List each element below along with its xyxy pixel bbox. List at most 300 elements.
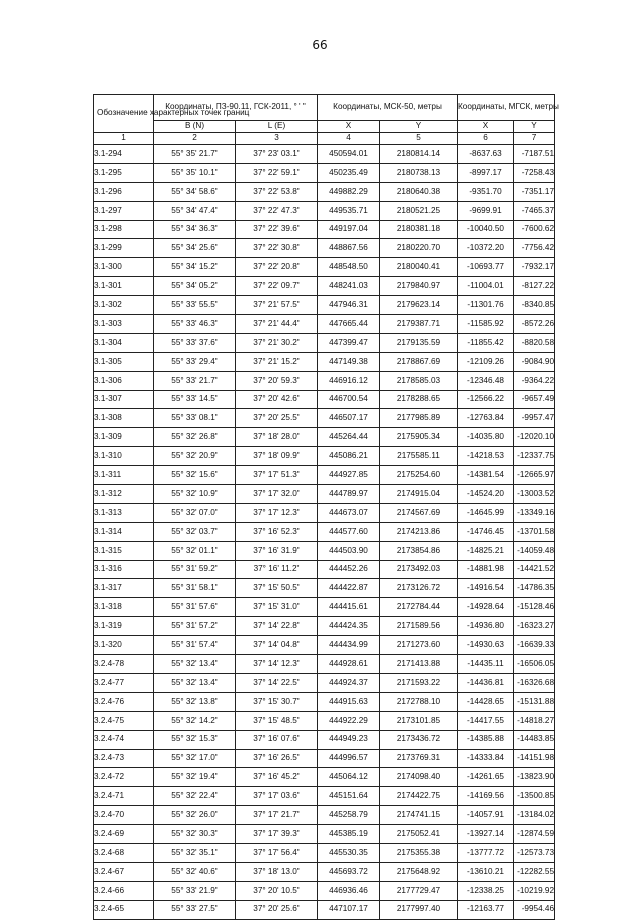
point-id-cell: 3.1-318: [94, 598, 154, 617]
longitude-cell: 37° 18' 13.0": [236, 862, 318, 881]
point-id-cell: 3.1-313: [94, 503, 154, 522]
latitude-cell: 55° 33' 46.3": [154, 315, 236, 334]
mgsk-y-cell: -9954.46: [514, 900, 555, 919]
msk-y-cell: 2179623.14: [380, 296, 458, 315]
msk-y-cell: 2179135.59: [380, 333, 458, 352]
table-header: [94, 95, 559, 145]
mgsk-x-cell: -11301.76: [458, 296, 514, 315]
table-row: [94, 145, 555, 164]
mgsk-x-cell: -9351.70: [458, 182, 514, 201]
msk-y-cell: 2175648.92: [380, 862, 458, 881]
table-row: [94, 428, 555, 447]
mgsk-y-cell: -16323.27: [514, 617, 555, 636]
mgsk-x-cell: -14417.55: [458, 711, 514, 730]
mgsk-x-cell: -14930.63: [458, 636, 514, 655]
table-row: [94, 258, 555, 277]
table-row: [94, 749, 555, 768]
longitude-cell: 37° 22' 30.8": [236, 239, 318, 258]
longitude-cell: 37° 16' 26.5": [236, 749, 318, 768]
msk-x-cell: 444577.60: [318, 522, 380, 541]
msk-x-cell: 450235.49: [318, 163, 380, 182]
table-row: [94, 220, 555, 239]
mgsk-x-cell: -12163.77: [458, 900, 514, 919]
table-row: [94, 239, 555, 258]
msk-x-cell: 448241.03: [318, 277, 380, 296]
latitude-cell: 55° 34' 58.6": [154, 182, 236, 201]
longitude-cell: 37° 22' 09.7": [236, 277, 318, 296]
mgsk-x-cell: -8637.63: [458, 145, 514, 164]
mgsk-x-cell: -14381.54: [458, 466, 514, 485]
longitude-cell: 37° 14' 12.3": [236, 655, 318, 674]
mgsk-x-cell: -14035.80: [458, 428, 514, 447]
mgsk-y-cell: -13003.52: [514, 485, 555, 504]
table-row: [94, 787, 555, 806]
table-row: [94, 900, 555, 919]
mgsk-x-cell: -14825.21: [458, 541, 514, 560]
msk-x-cell: 447946.31: [318, 296, 380, 315]
latitude-cell: 55° 31' 57.2": [154, 617, 236, 636]
latitude-cell: 55° 32' 10.9": [154, 485, 236, 504]
mgsk-y-cell: -13701.58: [514, 522, 555, 541]
mgsk-x-cell: -14746.45: [458, 522, 514, 541]
msk-x-cell: 445086.21: [318, 447, 380, 466]
mgsk-y-cell: -13184.02: [514, 806, 555, 825]
header-l-e: L (E): [236, 121, 318, 133]
mgsk-y-cell: -7258.43: [514, 163, 555, 182]
table-row: [94, 541, 555, 560]
longitude-cell: 37° 17' 39.3": [236, 825, 318, 844]
longitude-cell: 37° 17' 51.3": [236, 466, 318, 485]
mgsk-x-cell: -9699.91: [458, 201, 514, 220]
latitude-cell: 55° 32' 20.9": [154, 447, 236, 466]
point-id-cell: 3.2.4-67: [94, 862, 154, 881]
point-id-cell: 3.1-314: [94, 522, 154, 541]
msk-x-cell: 444452.26: [318, 560, 380, 579]
table-row: [94, 409, 555, 428]
latitude-cell: 55° 33' 21.7": [154, 371, 236, 390]
msk-x-cell: 446700.54: [318, 390, 380, 409]
point-id-cell: 3.1-302: [94, 296, 154, 315]
mgsk-y-cell: -16639.33: [514, 636, 555, 655]
mgsk-y-cell: -15128.46: [514, 598, 555, 617]
point-id-cell: 3.1-312: [94, 485, 154, 504]
table-row: [94, 485, 555, 504]
msk-y-cell: 2175052.41: [380, 825, 458, 844]
mgsk-x-cell: -10372.20: [458, 239, 514, 258]
point-id-cell: 3.1-297: [94, 201, 154, 220]
longitude-cell: 37° 15' 31.0": [236, 598, 318, 617]
header-geo-coordinates: Координаты, ПЗ-90.11, ГСК-2011, ° ' ": [154, 95, 318, 121]
table-row: [94, 825, 555, 844]
table-row: [94, 296, 555, 315]
longitude-cell: 37° 15' 50.5": [236, 579, 318, 598]
point-id-cell: 3.2.4-68: [94, 843, 154, 862]
latitude-cell: 55° 32' 13.4": [154, 655, 236, 674]
latitude-cell: 55° 32' 07.0": [154, 503, 236, 522]
latitude-cell: 55° 32' 13.8": [154, 692, 236, 711]
msk-x-cell: 444924.37: [318, 673, 380, 692]
mgsk-x-cell: -14169.56: [458, 787, 514, 806]
latitude-cell: 55° 32' 15.6": [154, 466, 236, 485]
msk-x-cell: 444422.87: [318, 579, 380, 598]
msk-x-cell: 444922.29: [318, 711, 380, 730]
latitude-cell: 55° 32' 17.0": [154, 749, 236, 768]
mgsk-x-cell: -14385.88: [458, 730, 514, 749]
msk-x-cell: 444915.63: [318, 692, 380, 711]
msk-x-cell: 445258.79: [318, 806, 380, 825]
table-row: [94, 163, 555, 182]
table-row: [94, 352, 555, 371]
mgsk-x-cell: -14524.20: [458, 485, 514, 504]
column-number: 1: [94, 133, 154, 145]
msk-y-cell: 2179840.97: [380, 277, 458, 296]
msk-y-cell: 2173492.03: [380, 560, 458, 579]
header-mgsk-coordinates: Координаты, МГСК, метры: [458, 95, 555, 121]
msk-y-cell: 2179387.71: [380, 315, 458, 334]
longitude-cell: 37° 17' 32.0": [236, 485, 318, 504]
msk-x-cell: 446507.17: [318, 409, 380, 428]
mgsk-x-cell: -14435.11: [458, 655, 514, 674]
longitude-cell: 37° 23' 03.1": [236, 145, 318, 164]
point-id-cell: 3.2.4-69: [94, 825, 154, 844]
msk-y-cell: 2173126.72: [380, 579, 458, 598]
longitude-cell: 37° 20' 42.6": [236, 390, 318, 409]
mgsk-x-cell: -12109.26: [458, 352, 514, 371]
latitude-cell: 55° 32' 35.1": [154, 843, 236, 862]
table-row: [94, 522, 555, 541]
mgsk-x-cell: -14645.99: [458, 503, 514, 522]
latitude-cell: 55° 33' 08.1": [154, 409, 236, 428]
longitude-cell: 37° 20' 25.5": [236, 409, 318, 428]
msk-y-cell: 2180381.18: [380, 220, 458, 239]
mgsk-x-cell: -11004.01: [458, 277, 514, 296]
point-id-cell: 3.2.4-71: [94, 787, 154, 806]
column-number: 7: [514, 133, 555, 145]
mgsk-y-cell: -12020.10: [514, 428, 555, 447]
mgsk-y-cell: -8572.26: [514, 315, 555, 334]
longitude-cell: 37° 16' 45.2": [236, 768, 318, 787]
latitude-cell: 55° 32' 13.4": [154, 673, 236, 692]
latitude-cell: 55° 34' 25.6": [154, 239, 236, 258]
msk-y-cell: 2174567.69: [380, 503, 458, 522]
mgsk-y-cell: -7600.62: [514, 220, 555, 239]
table-row: [94, 560, 555, 579]
mgsk-y-cell: -8127.22: [514, 277, 555, 296]
table-row: [94, 768, 555, 787]
msk-y-cell: 2174098.40: [380, 768, 458, 787]
mgsk-y-cell: -16506.05: [514, 655, 555, 674]
msk-y-cell: 2172784.44: [380, 598, 458, 617]
latitude-cell: 55° 35' 10.1": [154, 163, 236, 182]
msk-y-cell: 2180738.13: [380, 163, 458, 182]
msk-y-cell: 2178867.69: [380, 352, 458, 371]
point-id-cell: 3.1-319: [94, 617, 154, 636]
msk-x-cell: 445693.72: [318, 862, 380, 881]
mgsk-x-cell: -13927.14: [458, 825, 514, 844]
mgsk-y-cell: -9364.22: [514, 371, 555, 390]
mgsk-y-cell: -16326.68: [514, 673, 555, 692]
msk-y-cell: 2180040.41: [380, 258, 458, 277]
longitude-cell: 37° 22' 59.1": [236, 163, 318, 182]
mgsk-y-cell: -7187.51: [514, 145, 555, 164]
mgsk-y-cell: -12665.97: [514, 466, 555, 485]
latitude-cell: 55° 33' 37.6": [154, 333, 236, 352]
point-id-cell: 3.1-320: [94, 636, 154, 655]
point-id-cell: 3.1-311: [94, 466, 154, 485]
msk-y-cell: 2175254.60: [380, 466, 458, 485]
point-id-cell: 3.1-298: [94, 220, 154, 239]
mgsk-x-cell: -13610.21: [458, 862, 514, 881]
msk-x-cell: 444996.57: [318, 749, 380, 768]
msk-y-cell: 2171589.56: [380, 617, 458, 636]
mgsk-x-cell: -14057.91: [458, 806, 514, 825]
msk-x-cell: 445385.19: [318, 825, 380, 844]
point-id-cell: 3.1-301: [94, 277, 154, 296]
point-id-cell: 3.1-300: [94, 258, 154, 277]
coordinates-table: [93, 94, 559, 920]
mgsk-y-cell: -12573.73: [514, 843, 555, 862]
mgsk-y-cell: -14786.35: [514, 579, 555, 598]
table-row: [94, 579, 555, 598]
mgsk-y-cell: -8340.85: [514, 296, 555, 315]
mgsk-x-cell: -12763.84: [458, 409, 514, 428]
table-row: [94, 730, 555, 749]
latitude-cell: 55° 33' 21.9": [154, 881, 236, 900]
longitude-cell: 37° 21' 57.5": [236, 296, 318, 315]
msk-y-cell: 2171413.88: [380, 655, 458, 674]
mgsk-y-cell: -7351.17: [514, 182, 555, 201]
mgsk-x-cell: -12566.22: [458, 390, 514, 409]
point-id-cell: 3.1-295: [94, 163, 154, 182]
table-row: [94, 655, 555, 674]
longitude-cell: 37° 15' 30.7": [236, 692, 318, 711]
latitude-cell: 55° 35' 21.7": [154, 145, 236, 164]
point-id-cell: 3.2.4-77: [94, 673, 154, 692]
table-row: [94, 466, 555, 485]
longitude-cell: 37° 17' 56.4": [236, 843, 318, 862]
mgsk-x-cell: -12338.25: [458, 881, 514, 900]
msk-x-cell: 444949.23: [318, 730, 380, 749]
msk-x-cell: 447665.44: [318, 315, 380, 334]
msk-y-cell: 2175585.11: [380, 447, 458, 466]
table-row: [94, 333, 555, 352]
msk-x-cell: 450594.01: [318, 145, 380, 164]
point-id-cell: 3.1-304: [94, 333, 154, 352]
msk-x-cell: 444503.90: [318, 541, 380, 560]
msk-y-cell: 2180220.70: [380, 239, 458, 258]
point-id-cell: 3.1-315: [94, 541, 154, 560]
latitude-cell: 55° 31' 57.6": [154, 598, 236, 617]
mgsk-x-cell: -14333.84: [458, 749, 514, 768]
point-id-cell: 3.2.4-65: [94, 900, 154, 919]
msk-y-cell: 2177729.47: [380, 881, 458, 900]
msk-y-cell: 2178288.65: [380, 390, 458, 409]
mgsk-y-cell: -9957.47: [514, 409, 555, 428]
latitude-cell: 55° 33' 14.5": [154, 390, 236, 409]
longitude-cell: 37° 17' 12.3": [236, 503, 318, 522]
mgsk-y-cell: -15131.88: [514, 692, 555, 711]
msk-y-cell: 2175355.38: [380, 843, 458, 862]
mgsk-y-cell: -13823.90: [514, 768, 555, 787]
msk-y-cell: 2174915.04: [380, 485, 458, 504]
mgsk-x-cell: -14881.98: [458, 560, 514, 579]
point-id-cell: 3.2.4-72: [94, 768, 154, 787]
latitude-cell: 55° 32' 26.8": [154, 428, 236, 447]
mgsk-x-cell: -11585.92: [458, 315, 514, 334]
longitude-cell: 37° 16' 31.9": [236, 541, 318, 560]
msk-x-cell: 447107.17: [318, 900, 380, 919]
mgsk-x-cell: -14936.80: [458, 617, 514, 636]
mgsk-y-cell: -13500.85: [514, 787, 555, 806]
longitude-cell: 37° 18' 28.0": [236, 428, 318, 447]
point-id-cell: 3.2.4-73: [94, 749, 154, 768]
msk-y-cell: 2173769.31: [380, 749, 458, 768]
longitude-cell: 37° 22' 39.6": [236, 220, 318, 239]
longitude-cell: 37° 22' 53.8": [236, 182, 318, 201]
mgsk-x-cell: -12346.48: [458, 371, 514, 390]
latitude-cell: 55° 34' 36.3": [154, 220, 236, 239]
table-row: [94, 636, 555, 655]
point-id-cell: 3.1-305: [94, 352, 154, 371]
longitude-cell: 37° 22' 47.3": [236, 201, 318, 220]
mgsk-y-cell: -12874.59: [514, 825, 555, 844]
msk-x-cell: 445264.44: [318, 428, 380, 447]
mgsk-x-cell: -11855.42: [458, 333, 514, 352]
msk-x-cell: 445064.12: [318, 768, 380, 787]
mgsk-x-cell: -10693.77: [458, 258, 514, 277]
header-designation: Обозначение характерных точек границ: [94, 95, 154, 133]
longitude-cell: 37° 20' 25.6": [236, 900, 318, 919]
latitude-cell: 55° 31' 58.1": [154, 579, 236, 598]
header-msk-y: Y: [380, 121, 458, 133]
longitude-cell: 37° 16' 11.2": [236, 560, 318, 579]
mgsk-y-cell: -14421.52: [514, 560, 555, 579]
longitude-cell: 37° 17' 03.6": [236, 787, 318, 806]
latitude-cell: 55° 34' 15.2": [154, 258, 236, 277]
mgsk-y-cell: -10219.92: [514, 881, 555, 900]
mgsk-y-cell: -9084.90: [514, 352, 555, 371]
msk-x-cell: 447149.38: [318, 352, 380, 371]
msk-x-cell: 449882.29: [318, 182, 380, 201]
latitude-cell: 55° 34' 47.4": [154, 201, 236, 220]
point-id-cell: 3.1-310: [94, 447, 154, 466]
point-id-cell: 3.1-307: [94, 390, 154, 409]
mgsk-x-cell: -14436.81: [458, 673, 514, 692]
mgsk-x-cell: -14261.65: [458, 768, 514, 787]
page-number: 66: [312, 38, 328, 52]
column-number: 5: [380, 133, 458, 145]
latitude-cell: 55° 31' 57.4": [154, 636, 236, 655]
longitude-cell: 37° 21' 44.4": [236, 315, 318, 334]
msk-y-cell: 2177997.40: [380, 900, 458, 919]
msk-y-cell: 2177985.89: [380, 409, 458, 428]
msk-x-cell: 444789.97: [318, 485, 380, 504]
msk-x-cell: 448867.56: [318, 239, 380, 258]
point-id-cell: 3.1-294: [94, 145, 154, 164]
msk-x-cell: 449535.71: [318, 201, 380, 220]
table-row: [94, 182, 555, 201]
mgsk-x-cell: -14218.53: [458, 447, 514, 466]
msk-y-cell: 2171273.60: [380, 636, 458, 655]
msk-y-cell: 2180521.25: [380, 201, 458, 220]
table-row: [94, 315, 555, 334]
latitude-cell: 55° 33' 29.4": [154, 352, 236, 371]
table-row: [94, 447, 555, 466]
mgsk-y-cell: -7465.37: [514, 201, 555, 220]
latitude-cell: 55° 32' 30.3": [154, 825, 236, 844]
header-b-n: B (N): [154, 121, 236, 133]
msk-y-cell: 2180814.14: [380, 145, 458, 164]
mgsk-y-cell: -14151.98: [514, 749, 555, 768]
latitude-cell: 55° 32' 01.1": [154, 541, 236, 560]
mgsk-x-cell: -14916.54: [458, 579, 514, 598]
msk-y-cell: 2173101.85: [380, 711, 458, 730]
msk-y-cell: 2173436.72: [380, 730, 458, 749]
table-row: [94, 390, 555, 409]
longitude-cell: 37° 16' 07.6": [236, 730, 318, 749]
longitude-cell: 37° 15' 48.5": [236, 711, 318, 730]
header-msk50-coordinates: Координаты, МСК-50, метры: [318, 95, 458, 121]
msk-y-cell: 2173854.86: [380, 541, 458, 560]
mgsk-y-cell: -7932.17: [514, 258, 555, 277]
table-row: [94, 673, 555, 692]
mgsk-y-cell: -14818.27: [514, 711, 555, 730]
mgsk-y-cell: -14059.48: [514, 541, 555, 560]
point-id-cell: 3.1-316: [94, 560, 154, 579]
msk-y-cell: 2172788.10: [380, 692, 458, 711]
table-row: [94, 881, 555, 900]
msk-y-cell: 2178585.03: [380, 371, 458, 390]
table-row: [94, 711, 555, 730]
point-id-cell: 3.1-308: [94, 409, 154, 428]
msk-y-cell: 2174741.15: [380, 806, 458, 825]
longitude-cell: 37° 14' 22.5": [236, 673, 318, 692]
point-id-cell: 3.2.4-75: [94, 711, 154, 730]
latitude-cell: 55° 32' 19.4": [154, 768, 236, 787]
point-id-cell: 3.2.4-70: [94, 806, 154, 825]
mgsk-y-cell: -12282.55: [514, 862, 555, 881]
mgsk-x-cell: -8997.17: [458, 163, 514, 182]
column-number: 4: [318, 133, 380, 145]
longitude-cell: 37° 21' 30.2": [236, 333, 318, 352]
point-id-cell: 3.1-296: [94, 182, 154, 201]
point-id-cell: 3.1-317: [94, 579, 154, 598]
table-row: [94, 277, 555, 296]
longitude-cell: 37° 14' 04.8": [236, 636, 318, 655]
msk-x-cell: 446936.46: [318, 881, 380, 900]
msk-x-cell: 444928.61: [318, 655, 380, 674]
msk-x-cell: 449197.04: [318, 220, 380, 239]
table-row: [94, 371, 555, 390]
latitude-cell: 55° 32' 14.2": [154, 711, 236, 730]
table-row: [94, 806, 555, 825]
latitude-cell: 55° 31' 59.2": [154, 560, 236, 579]
table-body: [94, 145, 555, 920]
longitude-cell: 37° 16' 52.3": [236, 522, 318, 541]
point-id-cell: 3.1-306: [94, 371, 154, 390]
mgsk-y-cell: -7756.42: [514, 239, 555, 258]
msk-y-cell: 2174213.86: [380, 522, 458, 541]
mgsk-y-cell: -9657.49: [514, 390, 555, 409]
latitude-cell: 55° 33' 55.5": [154, 296, 236, 315]
header-mgsk-x: X: [458, 121, 514, 133]
msk-x-cell: 444434.99: [318, 636, 380, 655]
mgsk-x-cell: -10040.50: [458, 220, 514, 239]
msk-x-cell: 444673.07: [318, 503, 380, 522]
mgsk-x-cell: -14928.64: [458, 598, 514, 617]
longitude-cell: 37° 18' 09.9": [236, 447, 318, 466]
mgsk-y-cell: -13349.16: [514, 503, 555, 522]
